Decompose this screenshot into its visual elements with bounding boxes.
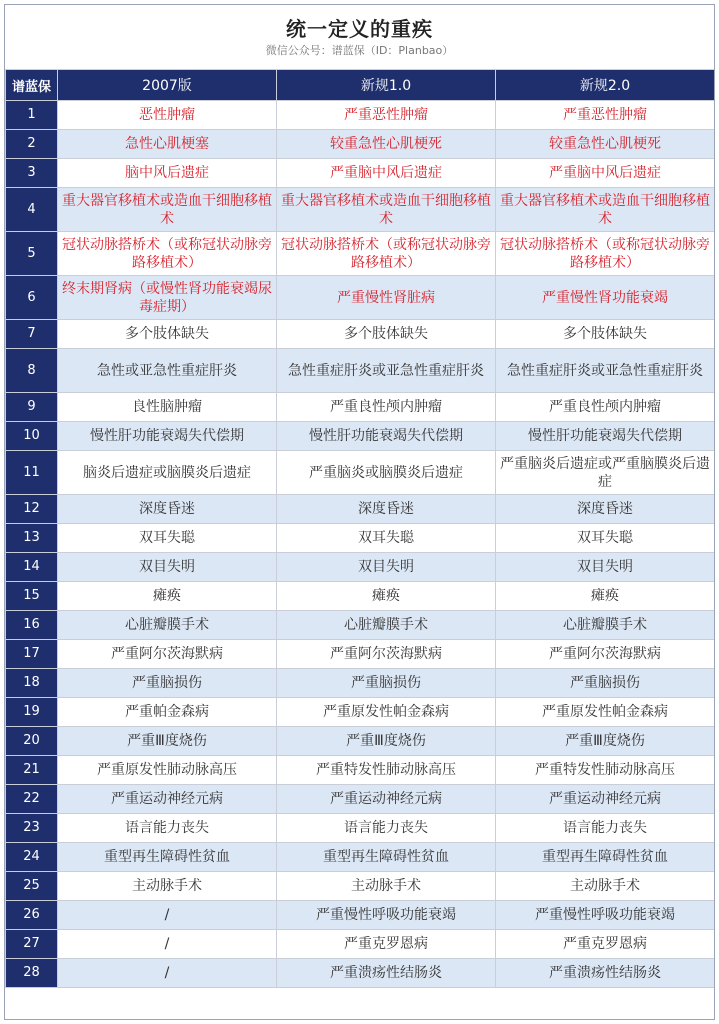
cell-2007: 急性心肌梗塞 [58,130,277,159]
row-number: 13 [6,524,58,553]
cell-new-1: 重型再生障碍性贫血 [277,843,496,872]
cell-new-1: 严重慢性呼吸功能衰竭 [277,901,496,930]
cell-new-2: 严重脑炎后遗症或严重脑膜炎后遗症 [496,451,715,495]
row-number: 20 [6,727,58,756]
cell-2007: 双目失明 [58,553,277,582]
cell-new-1: 重大器官移植术或造血干细胞移植术 [277,188,496,232]
cell-new-1: 语言能力丧失 [277,814,496,843]
disease-table [5,69,715,988]
row-number: 2 [6,130,58,159]
cell-2007: 深度昏迷 [58,495,277,524]
row-number: 16 [6,611,58,640]
table-row [6,640,715,669]
row-number: 5 [6,232,58,276]
cell-new-2: 严重Ⅲ度烧伤 [496,727,715,756]
row-number: 17 [6,640,58,669]
table-row [6,872,715,901]
cell-new-1: 慢性肝功能衰竭失代偿期 [277,422,496,451]
cell-2007: 多个肢体缺失 [58,320,277,349]
cell-new-2: 严重脑中风后遗症 [496,159,715,188]
cell-new-1: 严重慢性肾脏病 [277,276,496,320]
cell-new-1: 双耳失聪 [277,524,496,553]
row-number: 15 [6,582,58,611]
cell-new-1: 严重良性颅内肿瘤 [277,393,496,422]
cell-new-1: 瘫痪 [277,582,496,611]
cell-2007: 严重运动神经元病 [58,785,277,814]
column-header-new-1: 新规1.0 [277,70,496,101]
table-row [6,451,715,495]
cell-2007: 恶性肿瘤 [58,101,277,130]
table-row [6,901,715,930]
cell-new-2: 重型再生障碍性贫血 [496,843,715,872]
row-number: 9 [6,393,58,422]
cell-new-2: 严重阿尔茨海默病 [496,640,715,669]
table-row [6,959,715,988]
cell-new-2: 严重运动神经元病 [496,785,715,814]
table-row [6,756,715,785]
table-row [6,727,715,756]
row-number: 1 [6,101,58,130]
table-row [6,232,715,276]
cell-new-2: 主动脉手术 [496,872,715,901]
table-row [6,320,715,349]
cell-new-1: 主动脉手术 [277,872,496,901]
cell-new-2: 严重脑损伤 [496,669,715,698]
cell-new-2: 严重恶性肿瘤 [496,101,715,130]
cell-new-1: 较重急性心肌梗死 [277,130,496,159]
column-header-brand: 谱蓝保 [6,70,58,101]
cell-2007: 冠状动脉搭桥术（或称冠状动脉旁路移植术） [58,232,277,276]
cell-new-2: 严重原发性帕金森病 [496,698,715,727]
cell-2007: 严重脑损伤 [58,669,277,698]
cell-2007: 瘫痪 [58,582,277,611]
row-number: 18 [6,669,58,698]
table-row [6,524,715,553]
page-title: 统一定义的重疾 [286,17,433,41]
column-header-new-2: 新规2.0 [496,70,715,101]
table-row [6,130,715,159]
cell-2007: 重大器官移植术或造血干细胞移植术 [58,188,277,232]
cell-2007: 严重原发性肺动脉高压 [58,756,277,785]
cell-2007: 终末期肾病（或慢性肾功能衰竭尿毒症期） [58,276,277,320]
cell-2007: 双耳失聪 [58,524,277,553]
row-number: 10 [6,422,58,451]
column-header-2007: 2007版 [58,70,277,101]
table-body [6,101,715,988]
row-number: 22 [6,785,58,814]
row-number: 23 [6,814,58,843]
table-row [6,495,715,524]
cell-2007: 主动脉手术 [58,872,277,901]
cell-new-2: 严重克罗恩病 [496,930,715,959]
cell-new-2: 严重特发性肺动脉高压 [496,756,715,785]
cell-2007: 心脏瓣膜手术 [58,611,277,640]
cell-2007: / [58,930,277,959]
cell-2007: 良性脑肿瘤 [58,393,277,422]
cell-2007: / [58,959,277,988]
table-row [6,188,715,232]
table-row [6,785,715,814]
cell-new-2: 严重慢性肾功能衰竭 [496,276,715,320]
row-number: 8 [6,349,58,393]
cell-new-2: 双耳失聪 [496,524,715,553]
page-subtitle: 微信公众号：谱蓝保（ID：Planbao） [265,44,454,57]
cell-new-2: 双目失明 [496,553,715,582]
sheet-header [5,5,714,69]
cell-new-2: 重大器官移植术或造血干细胞移植术 [496,188,715,232]
row-number: 3 [6,159,58,188]
row-number: 19 [6,698,58,727]
cell-2007: 急性或亚急性重症肝炎 [58,349,277,393]
cell-2007: 慢性肝功能衰竭失代偿期 [58,422,277,451]
cell-new-2: 严重慢性呼吸功能衰竭 [496,901,715,930]
table-row [6,349,715,393]
cell-2007: 严重Ⅲ度烧伤 [58,727,277,756]
cell-new-1: 心脏瓣膜手术 [277,611,496,640]
cell-new-2: 心脏瓣膜手术 [496,611,715,640]
table-row [6,669,715,698]
row-number: 11 [6,451,58,495]
cell-new-2: 多个肢体缺失 [496,320,715,349]
cell-2007: 重型再生障碍性贫血 [58,843,277,872]
row-number: 21 [6,756,58,785]
cell-new-2: 严重良性颅内肿瘤 [496,393,715,422]
table-row [6,393,715,422]
cell-new-1: 严重脑中风后遗症 [277,159,496,188]
cell-2007: 严重阿尔茨海默病 [58,640,277,669]
row-number: 24 [6,843,58,872]
table-row [6,930,715,959]
row-number: 6 [6,276,58,320]
cell-new-2: 较重急性心肌梗死 [496,130,715,159]
cell-new-1: 严重溃疡性结肠炎 [277,959,496,988]
cell-new-1: 急性重症肝炎或亚急性重症肝炎 [277,349,496,393]
cell-new-1: 严重脑损伤 [277,669,496,698]
table-row [6,553,715,582]
cell-new-1: 严重运动神经元病 [277,785,496,814]
table-row [6,159,715,188]
cell-2007: 语言能力丧失 [58,814,277,843]
table-row [6,101,715,130]
cell-new-2: 慢性肝功能衰竭失代偿期 [496,422,715,451]
table-row [6,422,715,451]
table-row [6,582,715,611]
cell-new-1: 严重脑炎或脑膜炎后遗症 [277,451,496,495]
cell-new-1: 冠状动脉搭桥术（或称冠状动脉旁路移植术） [277,232,496,276]
cell-new-2: 冠状动脉搭桥术（或称冠状动脉旁路移植术） [496,232,715,276]
cell-new-1: 严重原发性帕金森病 [277,698,496,727]
row-number: 25 [6,872,58,901]
cell-new-2: 语言能力丧失 [496,814,715,843]
table-row [6,814,715,843]
cell-new-2: 深度昏迷 [496,495,715,524]
cell-2007: 脑中风后遗症 [58,159,277,188]
cell-2007: 脑炎后遗症或脑膜炎后遗症 [58,451,277,495]
cell-2007: / [58,901,277,930]
row-number: 27 [6,930,58,959]
cell-new-1: 严重克罗恩病 [277,930,496,959]
table-row [6,276,715,320]
table-row [6,843,715,872]
disease-comparison-sheet [4,4,715,1020]
cell-new-1: 严重Ⅲ度烧伤 [277,727,496,756]
row-number: 28 [6,959,58,988]
cell-new-2: 急性重症肝炎或亚急性重症肝炎 [496,349,715,393]
row-number: 4 [6,188,58,232]
row-number: 14 [6,553,58,582]
cell-new-2: 严重溃疡性结肠炎 [496,959,715,988]
table-header-row [6,70,715,101]
cell-new-1: 严重特发性肺动脉高压 [277,756,496,785]
cell-new-1: 严重阿尔茨海默病 [277,640,496,669]
cell-new-1: 严重恶性肿瘤 [277,101,496,130]
row-number: 26 [6,901,58,930]
table-row [6,611,715,640]
cell-new-1: 双目失明 [277,553,496,582]
row-number: 7 [6,320,58,349]
cell-new-1: 深度昏迷 [277,495,496,524]
cell-new-1: 多个肢体缺失 [277,320,496,349]
row-number: 12 [6,495,58,524]
cell-new-2: 瘫痪 [496,582,715,611]
table-row [6,698,715,727]
cell-2007: 严重帕金森病 [58,698,277,727]
